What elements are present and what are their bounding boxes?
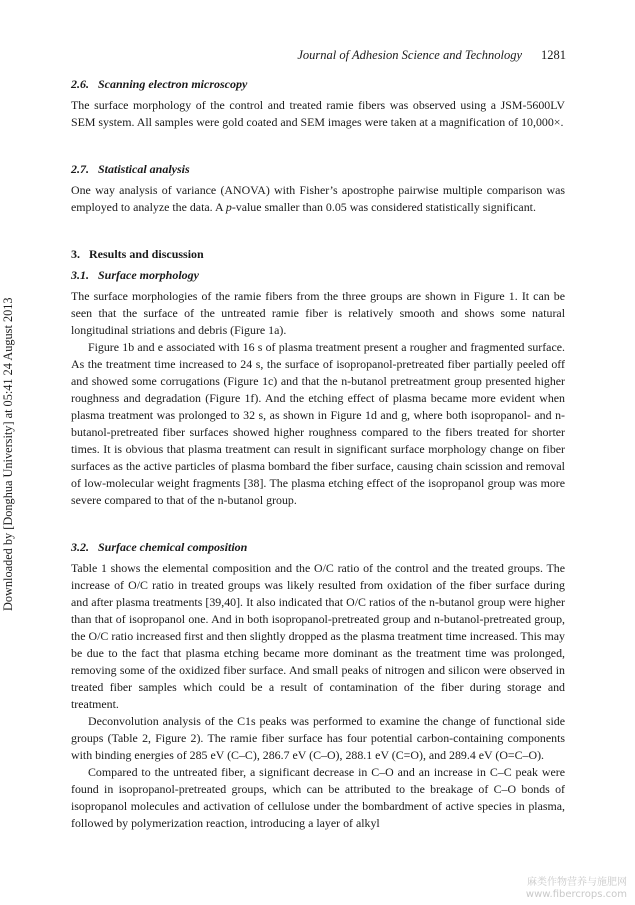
- p-value-symbol: p: [225, 200, 232, 214]
- running-head: [70, 48, 566, 66]
- article-body: [71, 76, 565, 832]
- site-watermark: [526, 877, 627, 901]
- journal-title: Journal of Adhesion Science and Technology: [297, 48, 522, 62]
- section-number: 3.1.: [71, 268, 89, 282]
- section-heading-3-2: [71, 539, 565, 556]
- watermark-line: www.fibercrops.com: [525, 889, 627, 900]
- paragraph: The surface morphology of the control and treated ramie fibers was observed using a JSM-5600LV SEM system. All samples were gold coated and SEM images were taken at a magnification of 10,000×.: [71, 98, 565, 129]
- text-run: One way analysis of variance (ANOVA) with Fisher’s apostrophe pairwise multiple comparison was employed to analyze the data. A: [71, 183, 565, 214]
- watermark-line: 麻类作物营养与施肥网: [527, 877, 627, 888]
- paragraph: Table 1 shows the elemental composition and the O/C ratio of the control and the treated groups. The increase of O/C ratio in treated groups was likely resulted from oxidation of the fiber surface during and after plasma treatments [39,40]. It also indicated that O/C ratios of the n-butanol group were higher than that of isopropanol one. And in both isopropanol-pretreated group and n-butanol-pretreated group, the O/C ratio increased first and then slightly dropped as the plasma treatment time increased. This may be due to the fact that plasma etching became more dominant as the treatment time was prolonged, removing some of the oxidized fiber surface. And small peaks of nitrogen and silicon were observed in treated fiber samples which could be a result of contamination of the fiber during storage and treatment.: [71, 561, 565, 711]
- section-title: Results and discussion: [89, 247, 204, 261]
- section-number: 2.7.: [71, 162, 89, 176]
- section-heading-2-7: [71, 161, 565, 178]
- section-title: Scanning electron microscopy: [98, 77, 248, 91]
- paragraph: The surface morphologies of the ramie fibers from the three groups are shown in Figure 1. It can be seen that the surface of the untreated ramie fiber is relatively smooth and shows some natural longitudinal striations and debris (Figure 1a).: [71, 289, 565, 337]
- section-heading-3-1: [71, 267, 565, 284]
- section-number: 3.: [71, 247, 80, 261]
- paragraph: [71, 182, 565, 216]
- paragraph: Figure 1b and e associated with 16 s of plasma treatment present a rougher and fragmented surface. As the treatment time increased to 24 s, the surface of isopropanol-pretreated fiber partially peeled off and showed some corrugations (Figure 1c) and that the n-butanol pretreatment group presented higher roughness and degradation (Figure 1f). And the etching effect of plasma became more evident when plasma treatment was prolonged to 32 s, as shown in Figure 1d and g, where both isopropanol- and n-butanol-pretreated fiber surfaces showed higher roughness compared to the fibers treated for shorter times. It is obvious that plasma treatment can result in significant surface morphology change on fiber surfaces as the active particles of plasma bombard the fiber surface, causing chain scission and removal of low-molecular weight fragments [38]. The plasma etching effect of the isopropanol group was more severe compared to that of the n-butanol group.: [71, 340, 565, 507]
- section-number: 2.6.: [71, 77, 89, 91]
- download-notice: Downloaded by [Donghua University] at 05:41 24 August 2013: [1, 297, 15, 611]
- section-title: Surface chemical composition: [98, 540, 248, 554]
- page-number: 1281: [541, 48, 566, 62]
- section-number: 3.2.: [71, 540, 89, 554]
- section-title: Statistical analysis: [98, 162, 190, 176]
- paragraph: Deconvolution analysis of the C1s peaks was performed to examine the change of functional side groups (Table 2, Figure 2). The ramie fiber surface has four potential carbon-containing components with binding energies of 285 eV (C–C), 286.7 eV (C–O), 288.1 eV (C=O), and 289.4 eV (O=C–O).: [71, 714, 565, 762]
- section-heading-3: [71, 246, 565, 263]
- text-run: -value smaller than 0.05 was considered statistically significant.: [231, 200, 536, 214]
- section-heading-2-6: [71, 76, 565, 93]
- paragraph: Compared to the untreated fiber, a significant decrease in C–O and an increase in C–C peak were found in isopropanol-pretreated groups, which can be attributed to the breakage of C–O bonds of isopropanol molecules and activation of cellulose under the bombardment of active species in plasma, followed by polymerization reaction, introducing a layer of alkyl: [71, 765, 565, 830]
- section-title: Surface morphology: [98, 268, 200, 282]
